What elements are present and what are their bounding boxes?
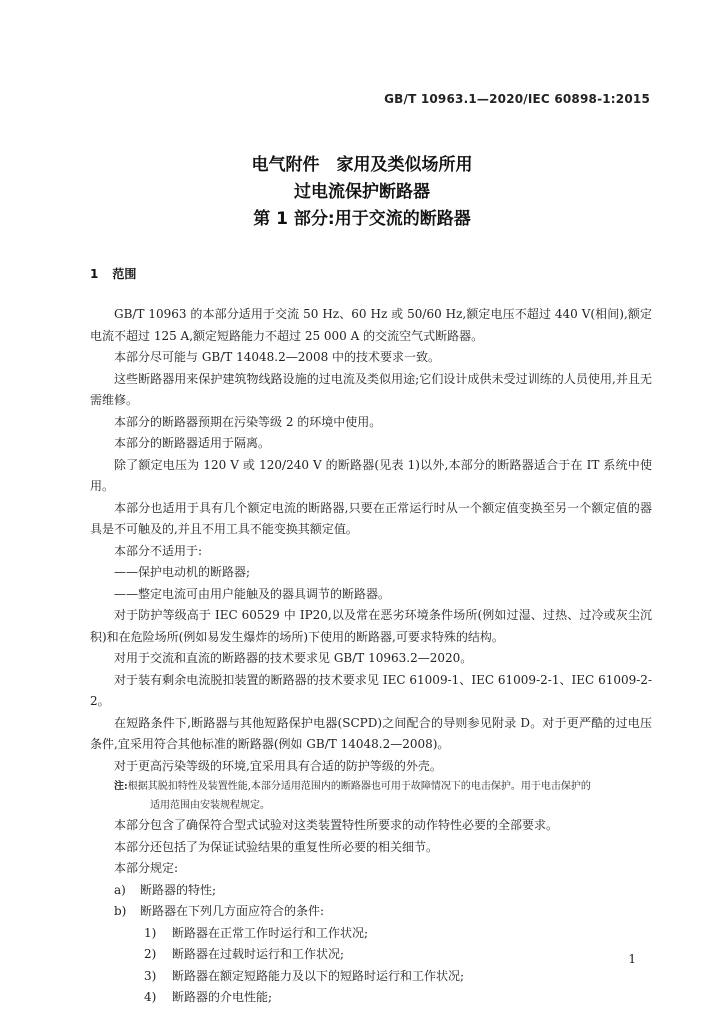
paragraph: 本部分规定: <box>114 861 179 875</box>
note-label: 注: <box>114 781 128 792</box>
paragraph: 本部分还包括了为保证试验结果的重复性所必要的相关细节。 <box>114 839 439 854</box>
note-continuation: 适用范围由安装规程规定。 <box>150 800 270 811</box>
sub-list-marker: 2) <box>144 947 157 961</box>
list-marker: b) <box>114 904 127 918</box>
dash-item: ——保护电动机的断路器; <box>114 565 251 579</box>
sub-list-text: 断路器在过载时运行和工作状况; <box>172 947 345 961</box>
paragraph: 对于防护等级高于 IEC 60529 中 IP20,以及常在恶劣环境条件场所(例如过湿、过热、过冷或灰尘沉积)和在危险场所(例如易发生爆炸的场所)下使用的断路器,可要求特殊的结构。 <box>90 608 652 644</box>
sub-list-item <box>90 987 652 1009</box>
title-line-1: 电气附件 家用及类似场所用 <box>251 155 473 175</box>
paragraph: 对用于交流和直流的断路器的技术要求见 GB/T 10963.2—2020。 <box>114 651 473 665</box>
note <box>90 777 652 796</box>
list-item-text: 断路器的特性; <box>140 882 217 897</box>
list-item-text: 断路器在下列几方面应符合的条件: <box>140 904 325 918</box>
paragraph: 在短路条件下,断路器与其他短路保护电器(SCPD)之间配合的导则参见附录 D。对于更严酷的过电压条件,宜采用符合其他标准的断路器(例如 GB/T 14048.2—2008)。 <box>90 715 652 751</box>
sub-list-marker: 3) <box>144 968 157 983</box>
note-text: 根据其脱扣特性及装置性能,本部分适用范围内的断路器也可用于故障情况下的电击保护。用于电击保护的 <box>127 781 591 792</box>
sub-list-item <box>90 966 652 988</box>
list-marker: a) <box>114 882 126 897</box>
body-text <box>90 304 652 1009</box>
paragraph: 本部分也适用于具有几个额定电流的断路器,只要在正常运行时从一个额定值变换至另一个额定值的器具是不可触及的,并且不用工具不能变换其额定值。 <box>90 500 652 536</box>
list-item <box>90 880 652 902</box>
page-number: 1 <box>628 952 636 966</box>
sub-list-item <box>90 944 652 966</box>
sub-list-item <box>90 923 652 945</box>
title-line-2: 过电流保护断路器 <box>294 182 430 202</box>
paragraph: 本部分不适用于: <box>114 543 203 558</box>
paragraph: 对于更高污染等级的环境,宜采用具有合适的防护等级的外壳。 <box>114 758 442 773</box>
paragraph: 本部分的断路器预期在污染等级 2 的环境中使用。 <box>114 414 382 429</box>
title-line-3: 第 1 部分:用于交流的断路器 <box>253 209 471 229</box>
paragraph: 这些断路器用来保护建筑物线路设施的过电流及类似用途;它们设计成供未受过训练的人员使用,并且无需维修。 <box>90 371 652 407</box>
paragraph: GB/T 10963 的本部分适用于交流 50 Hz、60 Hz 或 50/60 Hz,额定电压不超过 440 V(相间),额定电流不超过 125 A,额定短路能力不超过 25 000 A 的交流空气式断路器。 <box>90 307 652 343</box>
section-title: 范围 <box>112 267 137 281</box>
paragraph: 对于装有剩余电流脱扣装置的断路器的技术要求见 IEC 61009-1、IEC 61009-2-1、IEC 61009-2-2。 <box>90 672 652 708</box>
paragraph: 本部分尽可能与 GB/T 14048.2—2008 中的技术要求一致。 <box>114 350 441 364</box>
paragraph: 本部分包含了确保符合型式试验对这类装置特性所要求的动作特性必要的全部要求。 <box>114 818 559 832</box>
section-number: 1 <box>90 267 99 281</box>
dash-item: ——整定电流可由用户能触及的器具调节的断路器。 <box>114 586 391 601</box>
sub-list-text: 断路器的介电性能; <box>172 990 273 1004</box>
sub-list-marker: 1) <box>144 925 157 940</box>
paragraph: 本部分的断路器适用于隔离。 <box>114 436 271 450</box>
list-item <box>90 901 652 923</box>
paragraph: 除了额定电压为 120 V 或 120/240 V 的断路器(见表 1)以外,本部分的断路器适合于在 IT 系统中使用。 <box>90 457 652 493</box>
sub-list-text: 断路器在正常工作时运行和工作状况; <box>172 925 369 940</box>
standard-code: GB/T 10963.1—2020/IEC 60898-1:2015 <box>384 92 650 106</box>
sub-list-text: 断路器在额定短路能力及以下的短路时运行和工作状况; <box>172 968 465 983</box>
section-heading <box>90 265 136 282</box>
sub-list-marker: 4) <box>144 990 157 1004</box>
